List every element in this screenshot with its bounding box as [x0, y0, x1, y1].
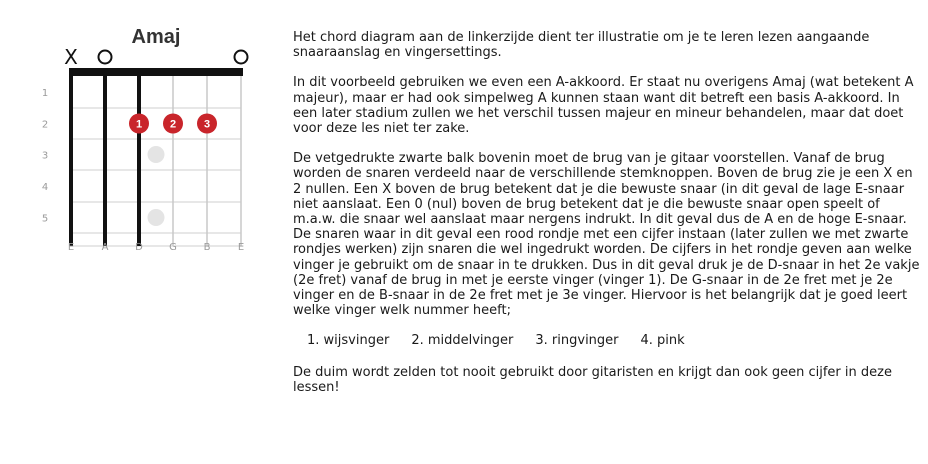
example-paragraph: In dit voorbeeld gebruiken we even een A-akkoord. Er staat nu overigens Amaj (wat betekent A majeur), maar er had ook simpelweg A kunnen staan want dit betreft een basis A-akkoord. In een later stadium zullen we het verschil tussen majeur en mineur behandelen, maar dat doet voor deze les niet ter zake. — [293, 75, 914, 137]
fret-number: 2 — [41, 119, 49, 131]
finger-list-item: 4. pink — [640, 333, 685, 349]
inlay-dot — [148, 146, 165, 163]
inlay-dot — [148, 209, 165, 226]
string-name: E — [237, 242, 245, 253]
nut-bar — [69, 68, 243, 76]
string-name: G — [169, 242, 177, 253]
open-muted-markers — [64, 45, 247, 69]
string-name: D — [135, 242, 143, 253]
finger-number-list — [293, 333, 923, 348]
thumb-paragraph: De duim wordt zelden tot nooit gebruikt door gitaristen en krijgt dan ook geen cijfer in deze lessen! — [293, 364, 892, 395]
string-name: B — [203, 242, 211, 253]
fret-number: 1 — [41, 88, 49, 99]
chord-title: Amaj — [131, 26, 181, 48]
fret-number: 3 — [41, 150, 49, 162]
finger-number: 3 — [203, 118, 211, 131]
finger-positions — [129, 114, 217, 134]
fret-number: 5 — [41, 213, 49, 225]
string-name: E — [67, 242, 75, 253]
chord-diagram — [0, 0, 270, 270]
fret-number-labels — [42, 88, 48, 225]
string-name: A — [101, 242, 109, 253]
finger-number: 2 — [169, 118, 177, 131]
muted-string-marker: X — [64, 45, 78, 69]
fret-number: 4 — [41, 182, 49, 193]
string-name-labels — [68, 242, 244, 253]
nut-paragraph: De vetgedrukte zwarte balk bovenin moet de brug van je gitaar voorstellen. Vanaf de brug worden de snaren verdeeld naar de verschillende stemknoppen. Boven de brug zie je een X en 2 nullen. Een X boven de brug betekent dat je die bewuste snaar (in dit geval de lage E-snaar niet aanslaat. Een 0 (nul) boven de brug betekent dat je die bewuste snaar open speelt of m.a.w. die snaar wel aanslaat maar nergens indrukt. In dit geval dus de A en de hoge E-snaar. — [293, 151, 913, 228]
finger-list-item: 2. middelvinger — [411, 333, 514, 349]
finger-number: 1 — [135, 118, 143, 131]
explanation-text — [293, 30, 923, 410]
finger-list-item: 3. ringvinger — [535, 333, 619, 349]
fret-inlay-dots — [148, 146, 165, 226]
fingering-paragraph: De snaren waar in dit geval een rood rondje met een cijfer instaan (later zullen we met zwarte rondjes werken) zijn snaren die wel ingedrukt worden. De cijfers in het rondje geven aan welke vinger je gebruikt om de snaar in te drukken. Dus in dit geval druk je de D-snaar in het 2e vakje (2e fret) vanaf de brug in met je eerste vinger (vinger 1). De G-snaar in de 2e fret met je 2e vinger en de B-snaar in de 2e fret met je 3e vinger. Hiervoor is het belangrijk dat je goed leert welke vinger welk nummer heeft; — [293, 227, 920, 319]
open-string-marker — [99, 51, 112, 64]
intro-paragraph: Het chord diagram aan de linkerzijde dient ter illustratie om je te leren lezen aangaande snaaraanslag en vingersettings. — [293, 30, 870, 61]
open-string-marker — [235, 51, 248, 64]
finger-list-item: 1. wijsvinger — [307, 333, 390, 349]
